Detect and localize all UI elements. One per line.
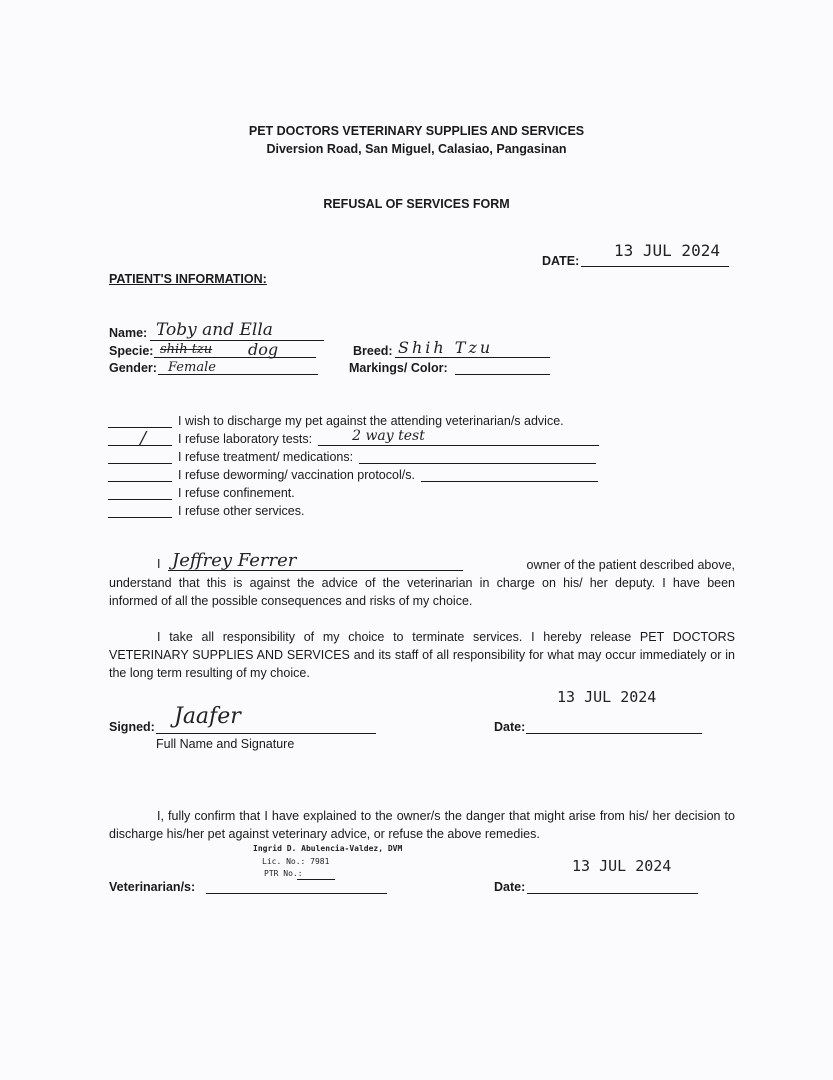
vet-paragraph: I, fully confirm that I have explained to the owner/s the danger that might arise from his/ her decision to discharge his/her pet against veterinary advice, or refuse the above remedies. (109, 809, 735, 841)
statement-line3: informed of all the possible consequences and risks of my choice. (109, 594, 473, 608)
vet-line (206, 893, 387, 894)
owner-signature: Jaafer (174, 704, 241, 729)
option-fill-line (359, 463, 596, 464)
release-paragraph: I take all responsibility of my choice to terminate services. I hereby release PET DOCTORS VETERINARY SUPPLIES AND SERVICES and its staff of all responsibility for what may occur immediately or in the long term resulting of my choice. (109, 630, 735, 680)
option-fill-value: 2 way test (352, 428, 425, 444)
breed-line (395, 357, 550, 358)
option-text: I refuse other services. (178, 504, 305, 518)
specie-line (154, 357, 316, 358)
vet-date-label: Date: (494, 880, 526, 894)
option-blank (108, 463, 172, 464)
statement-line2: understand that this is against the advice of the veterinarian in charge on his/ her deputy. I have been (109, 576, 735, 590)
name-value: Toby and Ella (156, 320, 273, 340)
company-name: PET DOCTORS VETERINARY SUPPLIES AND SERVICES (248, 124, 585, 138)
vet-stamp-ptr: PTR No.: (264, 869, 303, 878)
gender-label: Gender: (109, 361, 157, 375)
vet-stamp-ptr-line (297, 879, 335, 880)
signed-line (156, 733, 376, 734)
markings-label: Markings/ Color: (349, 361, 448, 375)
specie-label: Specie: (109, 344, 154, 358)
option-check-mark: / (140, 428, 147, 449)
option-text: I refuse treatment/ medications: (178, 450, 354, 464)
option-blank (108, 499, 172, 500)
option-fill-line (421, 481, 598, 482)
vet-label: Veterinarian/s: (109, 880, 196, 894)
top-date-line (581, 266, 729, 267)
option-blank (108, 481, 172, 482)
owner-date-label: Date: (494, 720, 526, 734)
specie-value: dog (248, 340, 279, 359)
gender-value: Female (168, 360, 216, 375)
option-blank (108, 517, 172, 518)
option-text: I refuse laboratory tests: (178, 432, 313, 446)
top-date-stamp: 13 JUL 2024 (614, 241, 720, 260)
breed-label: Breed: (353, 344, 393, 358)
signed-label: Signed: (109, 720, 155, 734)
option-fill-line (318, 445, 599, 446)
option-text: I wish to discharge my pet against the attending veterinarian/s advice. (178, 414, 564, 428)
name-label: Name: (109, 326, 148, 340)
breed-value: Shih Tzu (398, 338, 494, 357)
owner-name-value: Jeffrey Ferrer (172, 550, 297, 571)
owner-date-stamp: 13 JUL 2024 (557, 688, 657, 706)
vet-date-line (527, 893, 698, 894)
option-text: I refuse deworming/ vaccination protocol/s. (178, 468, 415, 482)
company-address: Diversion Road, San Miguel, Calasiao, Pangasinan (266, 142, 567, 156)
owner-date-line (526, 733, 702, 734)
patient-section-title: PATIENT'S INFORMATION: (109, 272, 267, 286)
signed-sub-label: Full Name and Signature (156, 737, 295, 751)
statement-i: I (157, 557, 161, 571)
statement-line1-rest: owner of the patient described above, (526, 558, 735, 572)
option-text: I refuse confinement. (178, 486, 295, 500)
form-title: REFUSAL OF SERVICES FORM (323, 197, 510, 211)
vet-stamp-name: Ingrid D. Abulencia-Valdez, DVM (253, 844, 403, 853)
markings-line (455, 374, 550, 375)
name-line (150, 340, 324, 341)
top-date-label: DATE: (542, 254, 580, 268)
vet-stamp-lic: Lic. No.: 7981 (262, 857, 330, 866)
specie-struck-value: shih tzu (160, 342, 213, 357)
vet-date-stamp: 13 JUL 2024 (572, 857, 672, 875)
